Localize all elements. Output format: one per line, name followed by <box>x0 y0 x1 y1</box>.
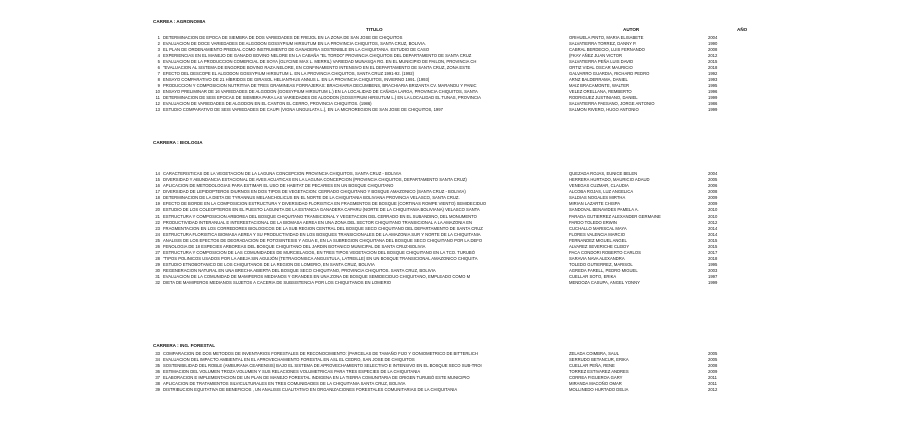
row-number: 31 <box>155 274 160 280</box>
row-title: COMPARACION DE DOS METODOS DE INVENTARIOS FORESTALES DE RECONOCIMIENTO: (PARCELAS DE TAMAÑO FIJO Y GONIOMETRICO DE BITTERLICH <box>163 351 478 356</box>
row-author: MIRIAN LAZARTE CHISPA <box>569 201 621 207</box>
row-title: CARACTERISTICAS DE LA VEGETACION DE LA LAGUNA CONCEPCION PROVINCIA CHIQUITOS, SANTA CRUZ - BOLIVIA <box>163 171 402 176</box>
row-year: 2009 <box>708 195 718 201</box>
row-year: 1995 <box>708 83 718 89</box>
row-title: ESTUDIO COMPARATIVO DE SEIS VARIEDADES DE CAUPI (VIGNA UNGUILATA L.), EN LA MICROREGION DE SAN JOSE DE CHIQUITOS, 1997 <box>163 107 443 113</box>
column-header-autor: AUTOR <box>623 27 640 32</box>
table-row <box>0 107 900 113</box>
table-row <box>0 387 900 393</box>
row-author: ZELADA COIMBRA, SAUL <box>569 351 620 356</box>
row-author: ARNZ BALDERRAMA, DANIEL <box>569 77 628 83</box>
row-author: CUELLAR PEÑA, RENE <box>569 363 615 369</box>
row-year: 2012 <box>708 219 718 225</box>
row-number: 22 <box>155 219 160 225</box>
row-number: 38 <box>155 381 160 387</box>
row-title: APLICACION DE TRATAMIENTOS SILVICULTURALES EN TRES COMUNIDADES DE LA CHIQUITANIA SANTA CRUZ, BOLIVIA <box>163 381 406 387</box>
row-number: 19 <box>155 201 160 207</box>
row-year: 2009 <box>708 369 718 375</box>
row-year: 2008 <box>708 46 718 52</box>
row-title: EFECTO DE BORDE EN LA COMPOSICION ESTRUCTURA Y DIVERSIDAD FLORISTICA EN FRAGMENTOS DE BOSQUE (CORTINAS ROMPE VIENTO) SEMIDECIDUO <box>163 201 487 207</box>
table-row <box>0 220 900 226</box>
row-year: 1996 <box>708 89 718 95</box>
row-author: CUCHALLO MARISCAL MAYA <box>569 225 627 231</box>
row-title: DISTRIBUCION EQUITATIVA DE BENEFICIOS , UN ANALISIS CUALITATIVO EN ORGANIZACIONES FORESTALES COMUNITARIAS DE LA CHIQUITANIA <box>163 387 458 393</box>
row-year: 1995 <box>708 262 718 268</box>
row-year: 2014 <box>708 225 718 231</box>
row-title: ESTUDIO DE LOS COLEOPTEROS EN EL PUESTO LAGUNITA DE LA ESTANCIA GANADERA CAPARU (NORTE DE LA CHIQUITANIA BOLIVIANA) VELASCO SANTA <box>163 207 480 213</box>
row-year: 2005 <box>708 351 718 356</box>
row-year: 2012 <box>708 387 718 393</box>
row-title: DETERMINACION DE LA DIETA DE TYRANNUS MELANCHOLICUS EN EL NORTE DE LA CHIQUITANIA BOLIVIANA PROVINCIA VELASCO, SANTA CRUZ. <box>163 195 460 201</box>
row-author: ALVAREZ SEVERICHE CLEIDY <box>569 243 630 249</box>
row-title: REGENERACION NATURAL EN UNA BRECHA ABIERTA DEL BOSQUE SECO CHIQUITANO, PROVINCIA CHIQUITOS. SANTA CRUZ, BOLIVIA <box>163 268 436 274</box>
row-author: PACA CONDORI ROBERTO CARLOS <box>569 250 641 256</box>
row-title: DETERMINACION DE EPOCA DE SIEMBRA DE DOS VARIEDADES DE FREJOL EN LA ZONA DE SAN JOSE DE CHIQUITOS <box>163 34 403 40</box>
row-number: 33 <box>155 351 160 356</box>
row-author: FERNANDEZ MIGUEL ANGEL <box>569 237 627 243</box>
row-author: QUEZADA ROJAS, EUNICE BELEN <box>569 171 638 176</box>
section-title-agronomia: CARREA : AGRONOMIA <box>153 19 206 24</box>
row-author: SALVATIERRA PAESANO, JORGE ANTONIO <box>569 101 655 107</box>
row-author: MENDOZA CASUPA, ANGEL YONNY <box>569 280 640 286</box>
row-title: PRODUCTIVIDAD INTERANUAL E INTERESTACIONAL DE LA BIOMASA AEREA EN UNA ZONA DEL SECTOR CHIQUITANO TRANSICIONAL A LA AMAZONIA EN <box>163 219 473 225</box>
row-year: 2005 <box>708 177 718 183</box>
row-author: MOLLINEDO HURTADO DELIA <box>569 387 629 393</box>
row-author: SARAVIA NAVA ALEXANDRA <box>569 256 625 262</box>
section-title-forestal: CARRERA : ING. FORESTAL <box>153 343 216 348</box>
row-year: 2004 <box>708 34 718 40</box>
row-title: EVALUACION DEL IMPACTO AMBIENTAL EN EL APROVECHAMIENTO FORESTAL EN ASL EL CEDRO, SAN JOSE DE CHIQUITOS <box>163 357 415 363</box>
section-title-biologia: CARRERA : BIOLOGIA <box>153 140 203 145</box>
row-author: PARADA GUTIERREZ ALEXANDER GERMAINE <box>569 213 661 219</box>
row-title: ENSAYO PRELIMINAR DE 16 VARIEDADES DE ALGODON (GOSSYPIUM HIRSUTUM L.) EN LA LOCALIDAD DE CAÑADA LARGA, PROVINCIA CHIQUITOS, SANTA <box>163 89 478 95</box>
row-number: 4 <box>157 52 160 58</box>
row-number: 20 <box>155 207 160 213</box>
row-number: 36 <box>155 369 160 375</box>
row-number: 3 <box>157 46 160 52</box>
row-author: AGREDA FARELL, PEDRO MIGUEL <box>569 268 638 274</box>
row-year: 2017 <box>708 250 718 256</box>
row-number: 28 <box>155 256 160 262</box>
row-title: DIVERSIDAD DE LEPIDOPTEROS DIURNOS EN DOS TIPOS DE VEGETACION: CERRADO CHIQUITANO Y BOSQUE AMAZONICO (SANTA CRUZ - BOLIVIA) <box>163 189 466 195</box>
row-title: EVALUACION DE VARIEDADES DE ALGODON EN EL CANTON EL CERRO, PROVINCIA CHIQUITOS. (1986) <box>163 101 372 107</box>
row-title: ESTUDIO ETNOBOTANICO DE LOS CHIQUITANOS DE LA REGION DE LOMERIO, EN SANTA CRUZ, BOLIVIA <box>163 262 375 268</box>
row-title: FENOLOGIA DE 18 ESPECIES ARBOREAS DEL BOSQUE CHIQUITANO DEL JARDIN BOTANICO MUNICIPAL DE SANTA CRUZ-BOLIVIA <box>163 243 426 249</box>
row-year: 2004 <box>708 171 718 176</box>
row-year: 2015 <box>708 243 718 249</box>
row-number: 8 <box>157 77 160 83</box>
row-year: 1997 <box>708 274 718 280</box>
row-number: 5 <box>157 58 160 64</box>
row-author: TORREZ ESTIVAREZ ANDRES <box>569 369 629 375</box>
row-year: 2010 <box>708 213 718 219</box>
row-year: 2009 <box>708 201 718 207</box>
row-title: EVALUACION DE LA COMUNIDAD DE MAMIFEROS MEDIANOS Y GRANDES EN UNA ZONA DE BOSQUE SEMIDECIDUO CHIQUITANO, EMPLEADO COMO M <box>163 274 471 280</box>
table-row <box>0 280 900 286</box>
row-year: 1999 <box>708 107 718 113</box>
row-year: 2015 <box>708 237 718 243</box>
row-number: 6 <box>157 64 160 70</box>
row-number: 18 <box>155 195 160 201</box>
row-title: APLICACION DE METODOLOGIAS PARA ESTIMAR EL USO DE HABITAT DE PECARIES EN UN BOSQUE CHIQUITANO <box>163 183 394 189</box>
row-title: FRAGMENTACION EN LOS CORREDORES BIOLOGICOS DE LA SUB REGION CENTRAL DEL BOSQUE SECO CHIQUITANO DEL DEPARTAMENTO DE SANTA CRUZ <box>163 225 483 231</box>
row-title: ESTRUCTURA Y COMPOSICION ARBOREA DEL BOSQUE CHIQUITANO TRANSICIONAL Y VEGETACION DEL CERRADO EN EL SUBANDINO, DEL MONUMENTO <box>163 213 477 219</box>
row-number: 39 <box>155 387 160 393</box>
row-author: CUELLAR SOTO, ERIKA <box>569 274 617 280</box>
row-number: 30 <box>155 268 160 274</box>
row-author: FLORES VALENCIA MARCIO <box>569 231 626 237</box>
row-number: 35 <box>155 363 160 369</box>
table-row <box>0 268 900 274</box>
row-author: SANDOVAL BENAVIDES PAMELA A. <box>569 207 639 213</box>
row-number: 37 <box>155 375 160 381</box>
row-year: 2015 <box>708 58 718 64</box>
row-year: 2012 <box>708 52 718 58</box>
row-year: 1992 <box>708 70 718 76</box>
row-title: EFECTO DEL DESCOPE EL ALGODON GOSSYPIUM HIRSUTUM L. EN LA PROVINCIA CHIQUITOS, SANTA CRUZ 1991-92. (1992) <box>163 70 415 76</box>
row-year: 2018 <box>708 256 718 262</box>
row-title: PRODUCCION Y COMPOSICION NUTRITIVA DE TRES GRAMINEAS FORRAJERAS: BRACHIARIA DECUMBENS, BRACHIARIA BRIZANTA CV. MARANDU Y PANIC <box>163 83 477 89</box>
row-author: ORTIZ VIDAL OSCAR MAURICIO <box>569 64 633 70</box>
row-author: SALDIAS NOGALES MIRTHA <box>569 195 626 201</box>
row-author: MAIZ BRACAMONTE, WALTER <box>569 83 630 89</box>
row-title: ENSAYO COMPARATIVO DE 21 HÍBRIDOS DE GIRASOL HELIANTHUS ANNUS L. EN LA PROVINCIA CHIQUITOS, INVIERNO 1991. (1993) <box>163 77 430 83</box>
row-title: "EVALUACION AL SISTEMA DE ENGORDE BOVINO RAZA NELORE, EN CONFINAMIENTO INTENSIVO EN EL DEPARTAMENTO DE SANTA CRUZ, ZONA ESTE <box>163 64 471 70</box>
row-title: DIETA DE MAMIFEROS MEDIANOS SUJETOS A CACERIA DE SUBSISTENCIA POR LOS CHIQUITANOS EN LOMERIO <box>163 280 392 286</box>
row-number: 14 <box>155 171 160 176</box>
row-number: 27 <box>155 250 160 256</box>
row-author: PARDO TOLEDO ERWIN <box>569 219 617 225</box>
row-title: ESTRUCTURA Y COMPOSICION DE LAS COMUNIDADES DE MURCIELAGOS, EN TRES TIPOS VEGETACION DEL BOSQUE CHIQUITANO EN LA TCO. TURUBÓ <box>163 250 475 256</box>
row-number: 12 <box>155 101 160 107</box>
row-number: 29 <box>155 262 160 268</box>
row-year: 2003 <box>708 268 718 274</box>
row-author: HERRERA HURTADO, MAURICIO ADAUD <box>569 177 650 183</box>
row-author: VELEZ ORELLANA, REMBERTO <box>569 89 632 95</box>
row-year: 2008 <box>708 189 718 195</box>
row-author: MIRANDA MACOÑO OMAR <box>569 381 622 387</box>
row-number: 10 <box>155 89 160 95</box>
row-number: 13 <box>155 107 160 113</box>
row-author: (FKAY AÑEZ JUAN VICTOR <box>569 52 623 58</box>
row-title: "TIPOS POLINICOS USADOS POR LA ABEJA SIN AGUIJÓN (TETRAGONISCA ANGUSTULA, LATREILLE) EN UN BOSQUE TRANSICIONAL AMAZONICO CHIQUITA <box>163 256 478 262</box>
row-number: 32 <box>155 280 160 286</box>
row-number: 26 <box>155 243 160 249</box>
row-number: 17 <box>155 189 160 195</box>
row-year: 2011 <box>708 381 718 387</box>
row-year: 2005 <box>708 357 718 363</box>
row-number: 24 <box>155 231 160 237</box>
row-year: 2010 <box>708 207 718 213</box>
row-author: RODRIGUEZ JUSTINIANO, DANIEL <box>569 95 638 101</box>
row-title: EL PLAN DE ORDENAMIENTO PREDIAL COMO INSTRUMENTO DE GANADERIA SOSTENIBLE EN LA CHIQUITANIA. ESTUDIO DE CASO <box>163 46 430 52</box>
row-number: 7 <box>157 70 160 76</box>
row-year: 1999 <box>708 280 718 286</box>
row-author: SALVATIERRA PEÑA LUIS DAVID <box>569 58 634 64</box>
row-title: EXPERIENCIAS EN EL MANEJO DE GANADO BOVINO NELORE EN LA CABAÑA "EL TORDO" PROVINCIA CHIQUITOS DEL DEPARTAMENTO DE SANTA CRUZ <box>163 52 472 58</box>
row-title: ANALISIS DE LOS EFECTOS DE DEGRADACION DE FOTOSINTESIS Y AGUA E, EN LA SUBREGION CHIQUITANA DEL BOSQUE SECO CHIQUITANO POR LA DEFO <box>163 237 483 243</box>
row-number: 15 <box>155 177 160 183</box>
row-author: TOLEDO GUTIERREZ, MARISOL <box>569 262 633 268</box>
row-year: 2008 <box>708 363 718 369</box>
row-author: VENEGAS CUZMAR, CLAUDIA <box>569 183 629 189</box>
row-author: CORREA FIGUEROA GARY <box>569 375 623 381</box>
row-author: SALVATIERRA TORREZ, DANNY P. <box>569 40 637 46</box>
column-header-titulo: TITULO <box>366 27 383 32</box>
row-number: 16 <box>155 183 160 189</box>
row-author: GALVARRO GUARDIA, RICHARD PEDRO <box>569 70 650 76</box>
row-number: 25 <box>155 237 160 243</box>
row-year: 2014 <box>708 231 718 237</box>
row-author: ALCOBA ROJAS, LUZ ANGELICA <box>569 189 634 195</box>
row-number: 21 <box>155 213 160 219</box>
row-number: 23 <box>155 225 160 231</box>
row-title: DIVERSIDAD Y ABUNDANCIA ESTACIONAL DE AVES ACUATICAS EN LA LAGUNA CONCEPCION (PROVINCIA CHIQUITOS, DEPARTAMENTO SANTA CRUZ) <box>163 177 467 183</box>
row-number: 1 <box>157 34 160 40</box>
row-year: 1999 <box>708 95 718 101</box>
row-title: ESTIMACION DEL VOLUMEN TROZA VOLUMEN Y SUS RELACIONES VOLUMETRICAS PARA TRES ESPECIES DE LA CHIQUITANIA <box>163 369 421 375</box>
row-title: EVALUACION DE LA PRODUCCION COMERCIAL DE SOYA (GLYCINE MAX L. MERRIL) VARIEDAD MUNASQA RG. EN EL MUNICIPIO DE PAILON, PROVINCIA CH <box>163 58 477 64</box>
row-author: SERRUDO BETANCUR, ERIKA <box>569 357 629 363</box>
row-title: ESTRUCTURA FLORISTICA BIOMASA AEREA Y SU PRODUCTIVIDAD EN LOS BOSQUES TRANSICIONALES DE LA AMAZONIA SUR Y NORTE DE LA CHIQUITANIA <box>163 231 481 237</box>
row-number: 34 <box>155 357 160 363</box>
row-title: DETERMINACION DE SEIS EPOCAS DE SIEMBRA PARA LAS VARIEDADES DE ALGODON (GOSSYPIUM HIRSUTUM L.) EN LA LOCALIDAD EL TUNAS, PROVINCIA <box>163 95 481 101</box>
row-year: 1993 <box>708 77 718 83</box>
row-title: ELABORACION E IMPLEMENTACION DE UN PLAN DE MANEJO FORESTAL INDIGENA EN LA TIERRA COMUNITARIA DE ORIGEN TURUBÓ ESTE MUNICIPIO <box>163 375 470 381</box>
row-title: SOSTENIBILIDAD DEL ROBLE (AMBURANA CEARENSIS) BAJO EL SISTEMA DE APROVECHAMIENTO SELECTIVO E INTENSIVO EN EL BOSQUE SECO SUB-TROI <box>163 363 482 369</box>
table-row <box>0 83 900 89</box>
row-year: 1990 <box>708 40 718 46</box>
row-year: 2011 <box>708 375 718 381</box>
row-author: SALMON RIVERO, HUGO ANTONIO <box>569 107 639 113</box>
row-year: 2018 <box>708 64 718 70</box>
row-year: 2006 <box>708 183 718 189</box>
row-author: CABRAL BERDECIO, LUIS FERNANDO <box>569 46 645 52</box>
row-author: ORIHUELA PINTO, MARIA ELISABETE <box>569 34 644 40</box>
row-year: 1986 <box>708 101 718 107</box>
row-number: 11 <box>155 95 160 101</box>
row-number: 9 <box>157 83 160 89</box>
column-header-anio: AÑO <box>737 27 748 32</box>
row-number: 2 <box>157 40 160 46</box>
row-title: EVALUACION DE DOCE VARIEDADES DE ALGODON GOSSYPIUM HIRSUTUM EN LA PROVINCIA CHIQUITOS, SANTA CRUZ, BOLIVIA. <box>163 40 427 46</box>
